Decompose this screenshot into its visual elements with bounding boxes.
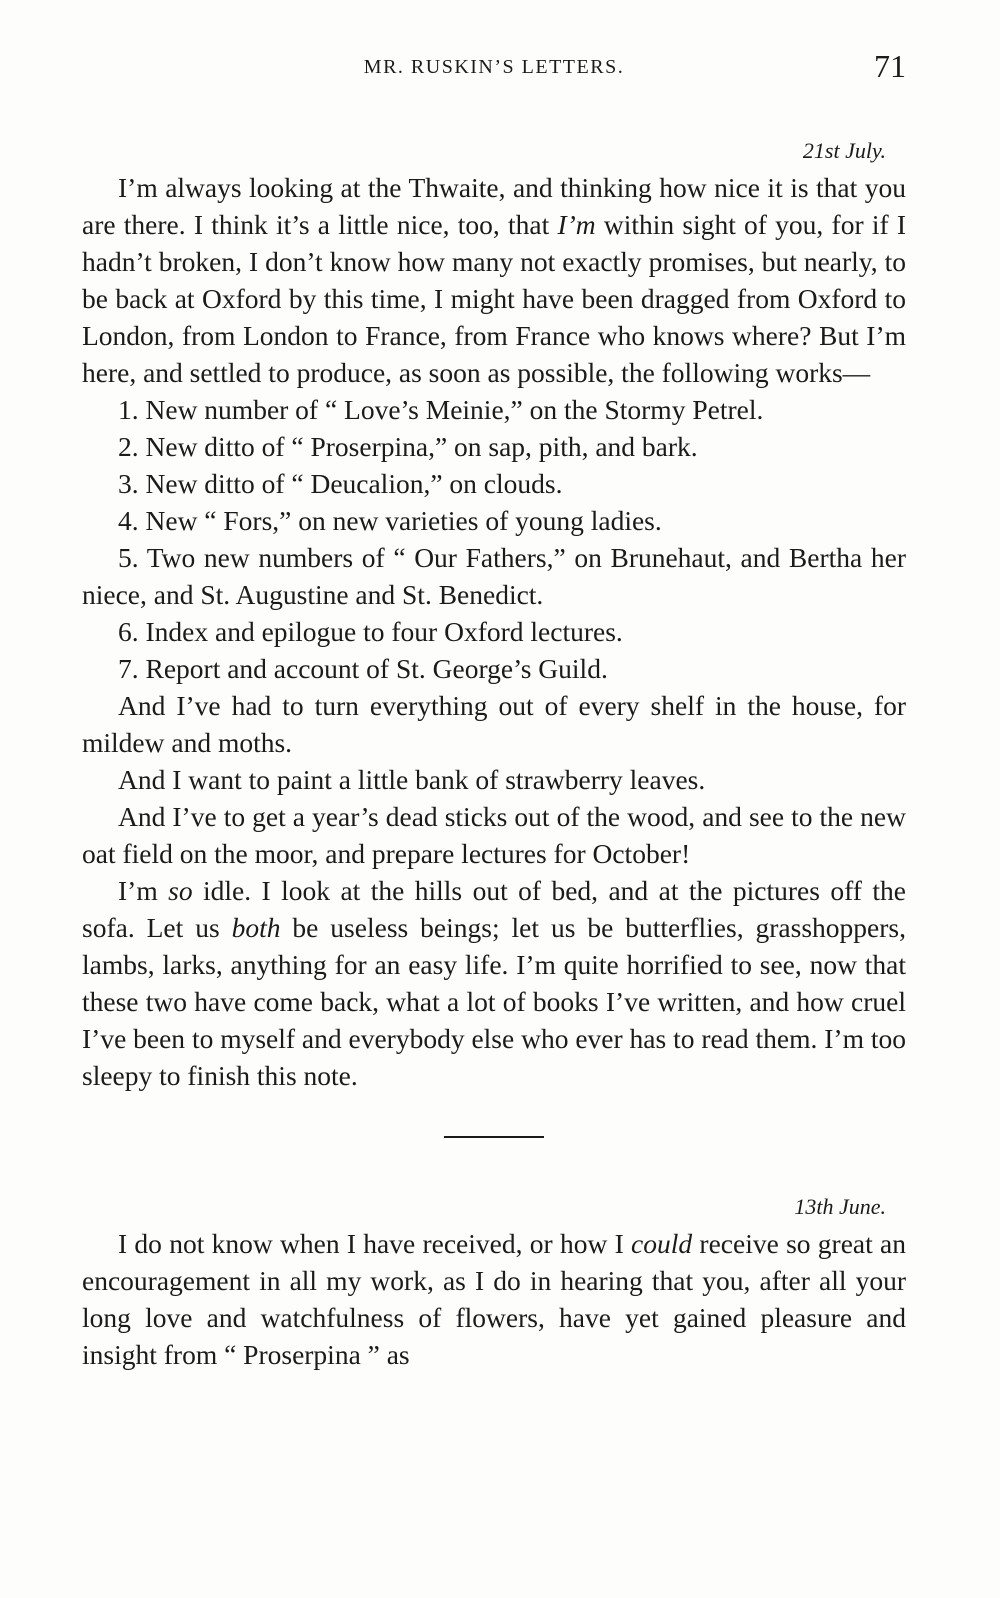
- works-list-item: 4. New “ Fors,” on new varieties of young ladies.: [118, 505, 662, 536]
- letter-date: 21st July.: [802, 138, 886, 163]
- text-run: I do not know when I have received, or how I: [118, 1228, 632, 1259]
- works-list-item: 3. New ditto of “ Deucalion,” on clouds.: [118, 468, 563, 499]
- emphasis: could: [631, 1228, 693, 1259]
- divider-rule: [444, 1136, 544, 1138]
- works-list-item: 5. Two new numbers of “ Our Fathers,” on Brunehaut, and Bertha her niece, and St. Augustine and St. Benedict.: [82, 542, 906, 610]
- paragraph: And I’ve to get a year’s dead sticks out of the wood, and see to the new oat field on the moor, and prepare lectures for October!: [82, 801, 906, 869]
- page-number: 71: [874, 48, 906, 84]
- works-list-item: 6. Index and epilogue to four Oxford lectures.: [118, 616, 623, 647]
- emphasis: both: [231, 912, 281, 943]
- emphasis: so: [168, 875, 193, 906]
- text-run: within sight of you, for if I hadn’t broken, I don’t know how many not exactly promises, but nearly, to be back at Oxford by this time, I might have been dragged from Oxford to London, from London to France, from France who knows where? But I’m here, and settled to produce, as soon as possible, the following works—: [82, 209, 906, 388]
- text-run: idle. I look at the hills out of bed, and at the pictures off the sofa. Let us: [82, 875, 906, 943]
- works-list-item: 2. New ditto of “ Proserpina,” on sap, pith, and bark.: [118, 431, 698, 462]
- paragraph: And I’ve had to turn everything out of every shelf in the house, for mildew and moths.: [82, 690, 906, 758]
- paragraph: [82, 872, 906, 1094]
- body-text: [82, 132, 906, 1373]
- text-run: receive so great an encouragement in all my work, as I do in hearing that you, after all your long love and watchfulness of flowers, have yet gained pleasure and insight from “ Proserpina ” as: [82, 1228, 906, 1370]
- works-list-item: 7. Report and account of St. George’s Guild.: [118, 653, 608, 684]
- paragraph: And I want to paint a little bank of strawberry leaves.: [118, 764, 706, 795]
- emphasis: I’m: [557, 209, 596, 240]
- running-head: MR. RUSKIN’S LETTERS.: [363, 56, 625, 78]
- page-header: [82, 48, 906, 88]
- paragraph: [82, 169, 906, 391]
- works-list-item: 1. New number of “ Love’s Meinie,” on the Stormy Petrel.: [118, 394, 764, 425]
- text-run: be useless beings; let us be butterflies, grasshoppers, lambs, larks, anything for an easy life. I’m quite horrified to see, now that these two have come back, what a lot of books I’ve written, and how cruel I’ve been to myself and everybody else who ever has to read them. I’m too sleepy to finish this note.: [82, 912, 906, 1091]
- text-run: I’m: [118, 875, 169, 906]
- section-divider: [82, 1094, 906, 1166]
- paragraph: [82, 1225, 906, 1373]
- text-run: I’m always looking at the Thwaite, and thinking how nice it is that you are there. I think it’s a little nice, too, that: [82, 172, 906, 240]
- letter-date: 13th June.: [794, 1194, 886, 1219]
